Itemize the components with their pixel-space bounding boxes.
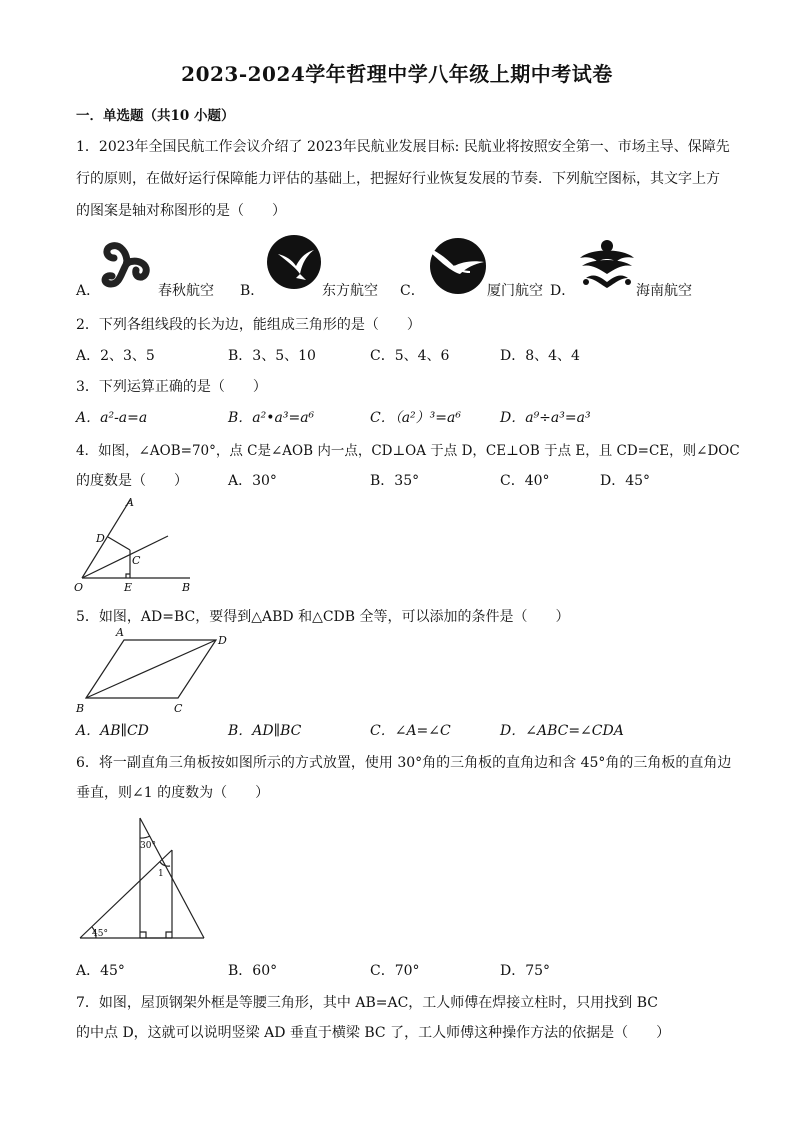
q6-option-b: B．60°	[228, 963, 278, 979]
q2-stem: 2．下列各组线段的长为边，能组成三角形的是（ ）	[76, 317, 421, 333]
q5-parallelogram-figure	[74, 626, 234, 716]
q6-triangles-figure	[74, 812, 214, 944]
egret-logo-icon	[424, 236, 488, 296]
q6-line-2: 垂直，则∠1 的度数为（ ）	[76, 785, 270, 801]
q2-option-a: A．2、3、5	[76, 348, 155, 364]
exam-title: 2023-2024学年哲理中学八年级上期中考试卷	[181, 62, 613, 86]
q1-line-1: 1．2023年全国民航工作会议介绍了 2023年民航业发展目标: 民航业将按照安全第一、市场主导、保障先	[76, 139, 730, 155]
q5-option-c: C．∠A=∠C	[370, 723, 451, 739]
q4-label-e: E	[124, 581, 133, 594]
q1-option-a-letter: A．	[76, 283, 101, 299]
q1-option-b-letter: B．	[240, 283, 265, 299]
q3-option-d: D．a⁹÷a³=a³	[500, 410, 591, 426]
q4-option-d: D．45°	[600, 473, 651, 489]
q3-stem: 3．下列运算正确的是（ ）	[76, 379, 267, 395]
q4-line-2: 的度数是（ ）	[76, 473, 188, 489]
q1-option-b-label: 东方航空	[322, 283, 378, 299]
q1-line-2: 行的原则，在做好运行保障能力评估的基础上，把握好行业恢复发展的节奏．下列航空图标，其文字上方	[76, 171, 720, 187]
section-heading: 一．单选题（共10 小题）	[76, 108, 235, 124]
q4-line-1: 4．如图，∠AOB=70°，点 C是∠AOB 内一点，CD⊥OA 于点 D，CE⊥OB 于点 E，且 CD=CE，则∠DOC	[76, 443, 740, 459]
q4-label-a: A	[126, 496, 134, 509]
q7-line-1: 7．如图，屋顶钢架外框是等腰三角形，其中 AB=AC，工人师傅在焊接立柱时，只用找到 BC	[76, 995, 659, 1011]
q1-option-c-letter: C．	[400, 283, 425, 299]
q5-label-d: D	[218, 634, 227, 647]
swallow-logo-icon	[266, 234, 322, 290]
q3-option-b: B．a²•a³=a⁶	[228, 410, 315, 426]
q4-label-b: B	[182, 581, 191, 594]
q5-stem: 5．如图，AD=BC，要得到△ABD 和△CDB 全等，可以添加的条件是（ ）	[76, 609, 570, 625]
q4-label-d: D	[96, 532, 105, 545]
q5-option-d: D．∠ABC=∠CDA	[500, 723, 624, 739]
q5-label-c: C	[174, 702, 183, 715]
q1-option-a-label: 春秋航空	[158, 283, 214, 299]
q4-label-o: O	[74, 581, 84, 594]
q7-line-2: 的中点 D，这就可以说明竖梁 AD 垂直于横梁 BC 了，工人师傅这种操作方法的依据是（ ）	[76, 1025, 671, 1041]
hainan-logo-icon	[576, 238, 638, 290]
q5-label-a: A	[116, 626, 124, 639]
q1-line-3: 的图案是轴对称图形的是（ ）	[76, 203, 286, 219]
q5-option-b: B．AD∥BC	[228, 723, 302, 739]
q6-label-45: 45°	[92, 929, 108, 939]
q1-option-c-label: 厦门航空	[487, 283, 543, 299]
q6-option-a: A．45°	[76, 963, 125, 979]
q6-label-30: 30°	[140, 841, 156, 851]
q2-option-b: B．3、5、10	[228, 348, 316, 364]
q3-option-a: A．a²-a=a	[76, 410, 148, 426]
q6-option-c: C．70°	[370, 963, 420, 979]
q4-option-b: B．35°	[370, 473, 420, 489]
q3-option-c: C．（a²）³=a⁶	[370, 410, 461, 426]
q4-option-c: C．40°	[500, 473, 550, 489]
q6-label-angle-1: 1	[158, 869, 164, 879]
q4-angle-figure	[74, 494, 204, 596]
spiral-logo-icon	[96, 234, 158, 292]
q4-option-a: A．30°	[228, 473, 277, 489]
q2-option-c: C．5、4、6	[370, 348, 450, 364]
q1-option-d-letter: D．	[550, 283, 576, 299]
q1-option-d-label: 海南航空	[636, 283, 692, 299]
q2-option-d: D．8、4、4	[500, 348, 580, 364]
q5-option-a: A．AB∥CD	[76, 723, 149, 739]
q4-label-c: C	[132, 554, 141, 567]
q6-line-1: 6．将一副直角三角板按如图所示的方式放置，使用 30°角的三角板的直角边和含 45°角的三角板的直角边	[76, 755, 732, 771]
q6-option-d: D．75°	[500, 963, 551, 979]
q5-label-b: B	[76, 702, 85, 715]
